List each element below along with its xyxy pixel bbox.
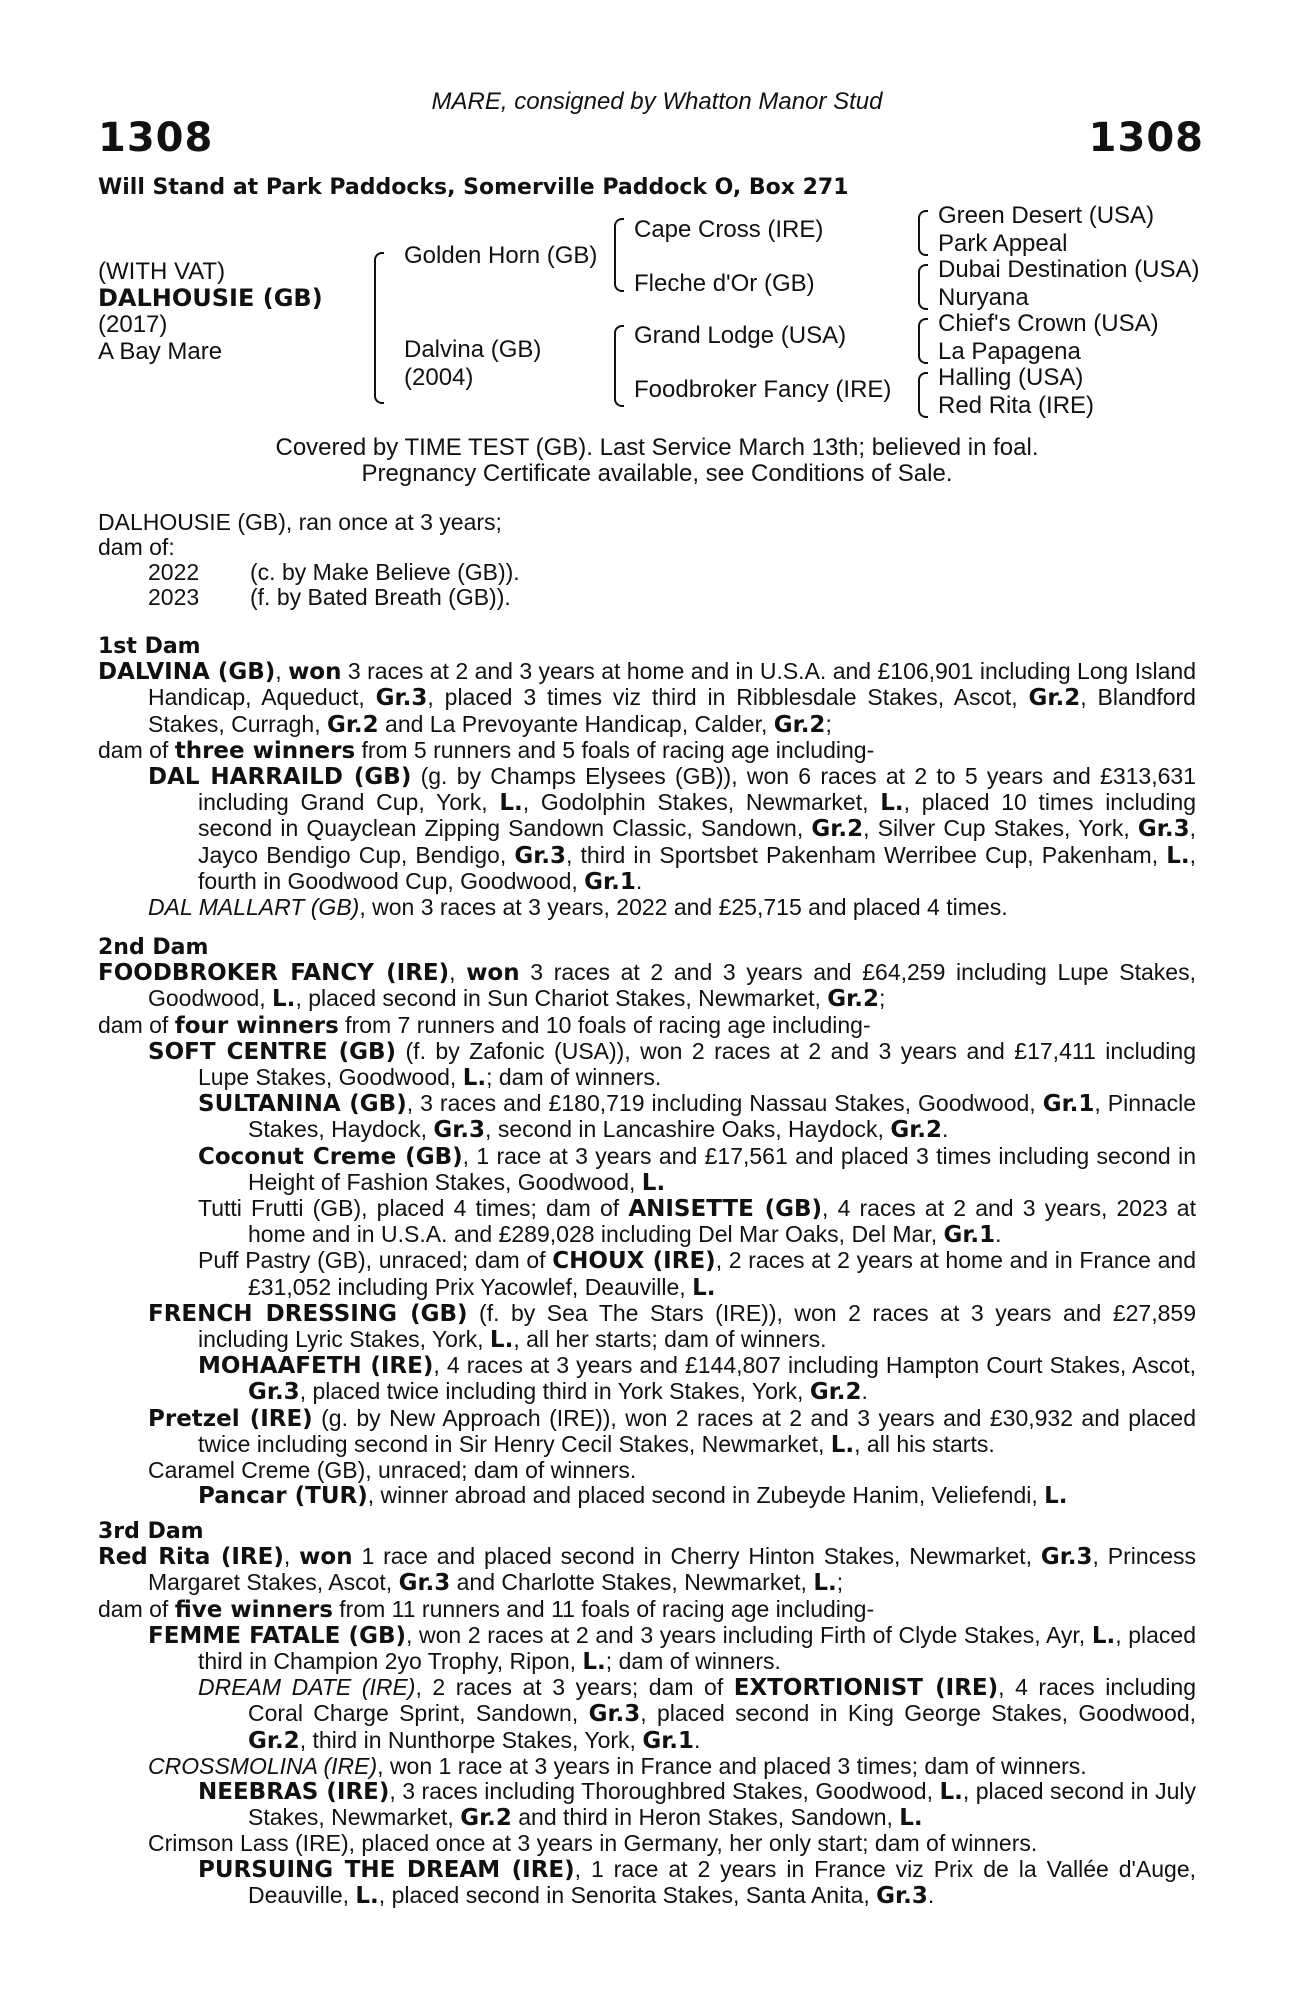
dam-year: (2004) <box>404 364 474 391</box>
offspring-pursuing-the-dream: PURSUING THE DREAM (IRE), 1 race at 2 years in France viz Prix de la Vallée d'Auge, Deauville, L., placed second in Senorita Stakes, Santa Anita, Gr.3. <box>198 1855 1197 1909</box>
dam-dam: Foodbroker Fancy (IRE) <box>634 376 892 403</box>
lot-number-right: 1308 <box>1088 115 1204 161</box>
first-dam-record: DALVINA (GB), won 3 races at 2 and 3 years at home and in U.S.A. and £106,901 including Long Island Handicap, Aqueduct, Gr.3, placed 3 times viz third in Ribblesdale Stakes, Ascot, Gr.2, Blandford Stakes, Curragh, Gr.2 and La Prevoyante Handicap, Calder, Gr.2; <box>98 658 1196 738</box>
offspring-sultanina: SULTANINA (GB), 3 races and £180,719 including Nassau Stakes, Goodwood, Gr.1, Pinnacle Stakes, Haydock, Gr.3, second in Lancashire Oaks, Haydock, Gr.2. <box>198 1090 1197 1144</box>
bracket-main <box>374 252 384 404</box>
sire-dam-sire: Dubai Destination (USA) <box>938 256 1200 283</box>
offspring-tutti-frutti: Tutti Frutti (GB), placed 4 times; dam of ANISETTE (GB), 4 races at 2 and 3 years, 2023 at home and in U.S.A. and £289,028 including Del Mar Oaks, Del Mar, Gr.1. <box>198 1195 1196 1249</box>
bracket-dd <box>918 372 928 418</box>
second-dam-section <box>98 935 1196 1509</box>
dam-sire-sire: Chief's Crown (USA) <box>938 310 1159 337</box>
bracket-sire <box>614 218 624 292</box>
offspring-pancar: Pancar (TUR), winner abroad and placed second in Zubeyde Hanim, Veliefendi, L. <box>198 1482 1068 1510</box>
dam-sire: Grand Lodge (USA) <box>634 322 847 349</box>
third-dam-produce-summary: dam of five winners from 11 runners and 11 foals of racing age including- <box>98 1595 875 1623</box>
third-dam-record: Red Rita (IRE), won 1 race and placed second in Cherry Hinton Stakes, Newmarket, Gr.3, Princess Margaret Stakes, Ascot, Gr.3 and Charlotte Stakes, Newmarket, L.; <box>98 1543 1196 1597</box>
pregnancy-line: Pregnancy Certificate available, see Conditions of Sale. <box>361 460 953 487</box>
stand-location: Will Stand at Park Paddocks, Somerville Paddock O, Box 271 <box>98 175 849 200</box>
offspring-dal-mallart: DAL MALLART (GB), won 3 races at 3 years, 2022 and £25,715 and placed 4 times. <box>148 894 1008 921</box>
sire-sire-sire: Green Desert (USA) <box>938 202 1155 229</box>
offspring-femme-fatale: FEMME FATALE (GB), won 2 races at 2 and 3 years including Firth of Clyde Stakes, Ayr, L., placed third in Champion 2yo Trophy, Ripon, L.; dam of winners. <box>148 1621 1197 1676</box>
consignor-line: MARE, consigned by Whatton Manor Stud <box>431 88 883 115</box>
second-dam-produce-summary: dam of four winners from 7 runners and 10 foals of racing age including- <box>98 1011 871 1039</box>
sire-dam-dam: Nuryana <box>938 284 1029 311</box>
offspring-coconut-creme: Coconut Creme (GB), 1 race at 3 years and £17,561 and placed 3 times including second in Height of Fashion Stakes, Goodwood, L. <box>198 1142 1196 1196</box>
offspring-caramel-creme: Caramel Creme (GB), unraced; dam of winners. <box>148 1457 637 1484</box>
bracket-ds <box>918 318 928 364</box>
produce-year-1: 2022 <box>148 559 200 585</box>
lot-number-left: 1308 <box>98 115 214 161</box>
bracket-dam <box>614 325 624 407</box>
intro-line: DALHOUSIE (GB), ran once at 3 years; <box>98 509 502 535</box>
sire-sire: Cape Cross (IRE) <box>634 216 824 243</box>
dam-sire-dam: La Papagena <box>938 338 1081 365</box>
second-dam-record: FOODBROKER FANCY (IRE), won 3 races at 2 and 3 years and £64,259 including Lupe Stakes, Goodwood, L., placed second in Sun Chariot Stakes, Newmarket, Gr.2; <box>98 959 1196 1013</box>
produce-year-2: 2023 <box>148 584 200 610</box>
offspring-crossmolina: CROSSMOLINA (IRE), won 1 race at 3 years in France and placed 3 times; dam of winners. <box>148 1752 1087 1779</box>
bracket-sd <box>918 264 928 310</box>
offspring-french-dressing: FRENCH DRESSING (GB) (f. by Sea The Stars (IRE)), won 2 races at 3 years and £27,859 including Lyric Stakes, York, L., all her starts; dam of winners. <box>148 1299 1196 1354</box>
offspring-dal-harraild: DAL HARRAILD (GB) (g. by Champs Elysees (GB)), won 6 races at 2 to 5 years and £313,631 including Grand Cup, York, L., Godolphin Stakes, Newmarket, L., placed 10 times including second in Quayclean Zipping Sandown Classic, Sandown, Gr.2, Silver Cup Stakes, York, Gr.3, Jayco Bendigo Cup, Bendigo, Gr.3, third in Sportsbet Pakenham Werribee Cup, Pakenham, L., fourth in Goodwood Cup, Goodwood, Gr.1. <box>148 763 1196 895</box>
offspring-puff-pastry: Puff Pastry (GB), unraced; dam of CHOUX (IRE), 2 races at 2 years at home and in France and £31,052 including Prix Yacowlef, Deauville, L. <box>198 1247 1196 1301</box>
intro-damof: dam of: <box>98 534 175 560</box>
vat-note: (WITH VAT) <box>98 258 226 285</box>
offspring-soft-centre: SOFT CENTRE (GB) (f. by Zafonic (USA)), won 2 races at 2 and 3 years and £17,411 including Lupe Stakes, Goodwood, L.; dam of winners. <box>148 1037 1196 1092</box>
sire-sire-dam: Park Appeal <box>938 230 1068 257</box>
sire-dam: Fleche d'Or (GB) <box>634 270 815 297</box>
third-dam-section <box>98 1519 1196 1909</box>
third-dam-heading: 3rd Dam <box>98 1519 204 1544</box>
first-dam-produce-summary: dam of three winners from 5 runners and 5 foals of racing age including- <box>98 736 875 764</box>
horse-year: (2017) <box>98 311 168 338</box>
second-dam-heading: 2nd Dam <box>98 935 209 960</box>
produce-1: (c. by Make Believe (GB)). <box>250 559 520 585</box>
covered-line: Covered by TIME TEST (GB). Last Service March 13th; believed in foal. <box>275 434 1039 461</box>
produce-2: (f. by Bated Breath (GB)). <box>250 584 511 610</box>
dam-dam-dam: Red Rita (IRE) <box>938 392 1095 419</box>
first-dam-section <box>98 634 1196 920</box>
offspring-dream-date: DREAM DATE (IRE), 2 races at 3 years; dam of EXTORTIONIST (IRE), 4 races including Coral Charge Sprint, Sandown, Gr.3, placed second in King George Stakes, Goodwood, Gr.2, third in Nunthorpe Stakes, York, Gr.1. <box>198 1674 1196 1754</box>
offspring-mohaafeth: MOHAAFETH (IRE), 4 races at 3 years and £144,807 including Hampton Court Stakes, Ascot, Gr.3, placed twice including third in York Stakes, York, Gr.2. <box>198 1352 1196 1406</box>
dam: Dalvina (GB) <box>404 336 542 363</box>
offspring-crimson-lass: Crimson Lass (IRE), placed once at 3 years in Germany, her only start; dam of winners. <box>148 1830 1038 1857</box>
horse-description: A Bay Mare <box>98 338 223 365</box>
offspring-pretzel: Pretzel (IRE) (g. by New Approach (IRE)), won 2 races at 2 and 3 years and £30,932 and placed twice including second in Sir Henry Cecil Stakes, Newmarket, L., all his starts. <box>148 1404 1196 1458</box>
horse-name: DALHOUSIE (GB) <box>98 284 323 312</box>
first-dam-heading: 1st Dam <box>98 634 201 659</box>
bracket-ss <box>918 210 928 256</box>
sire: Golden Horn (GB) <box>404 242 598 269</box>
offspring-neebras: NEEBRAS (IRE), 3 races including Thoroughbred Stakes, Goodwood, L., placed second in July Stakes, Newmarket, Gr.2 and third in Heron Stakes, Sandown, L. <box>198 1778 1196 1832</box>
dam-dam-sire: Halling (USA) <box>938 364 1084 391</box>
